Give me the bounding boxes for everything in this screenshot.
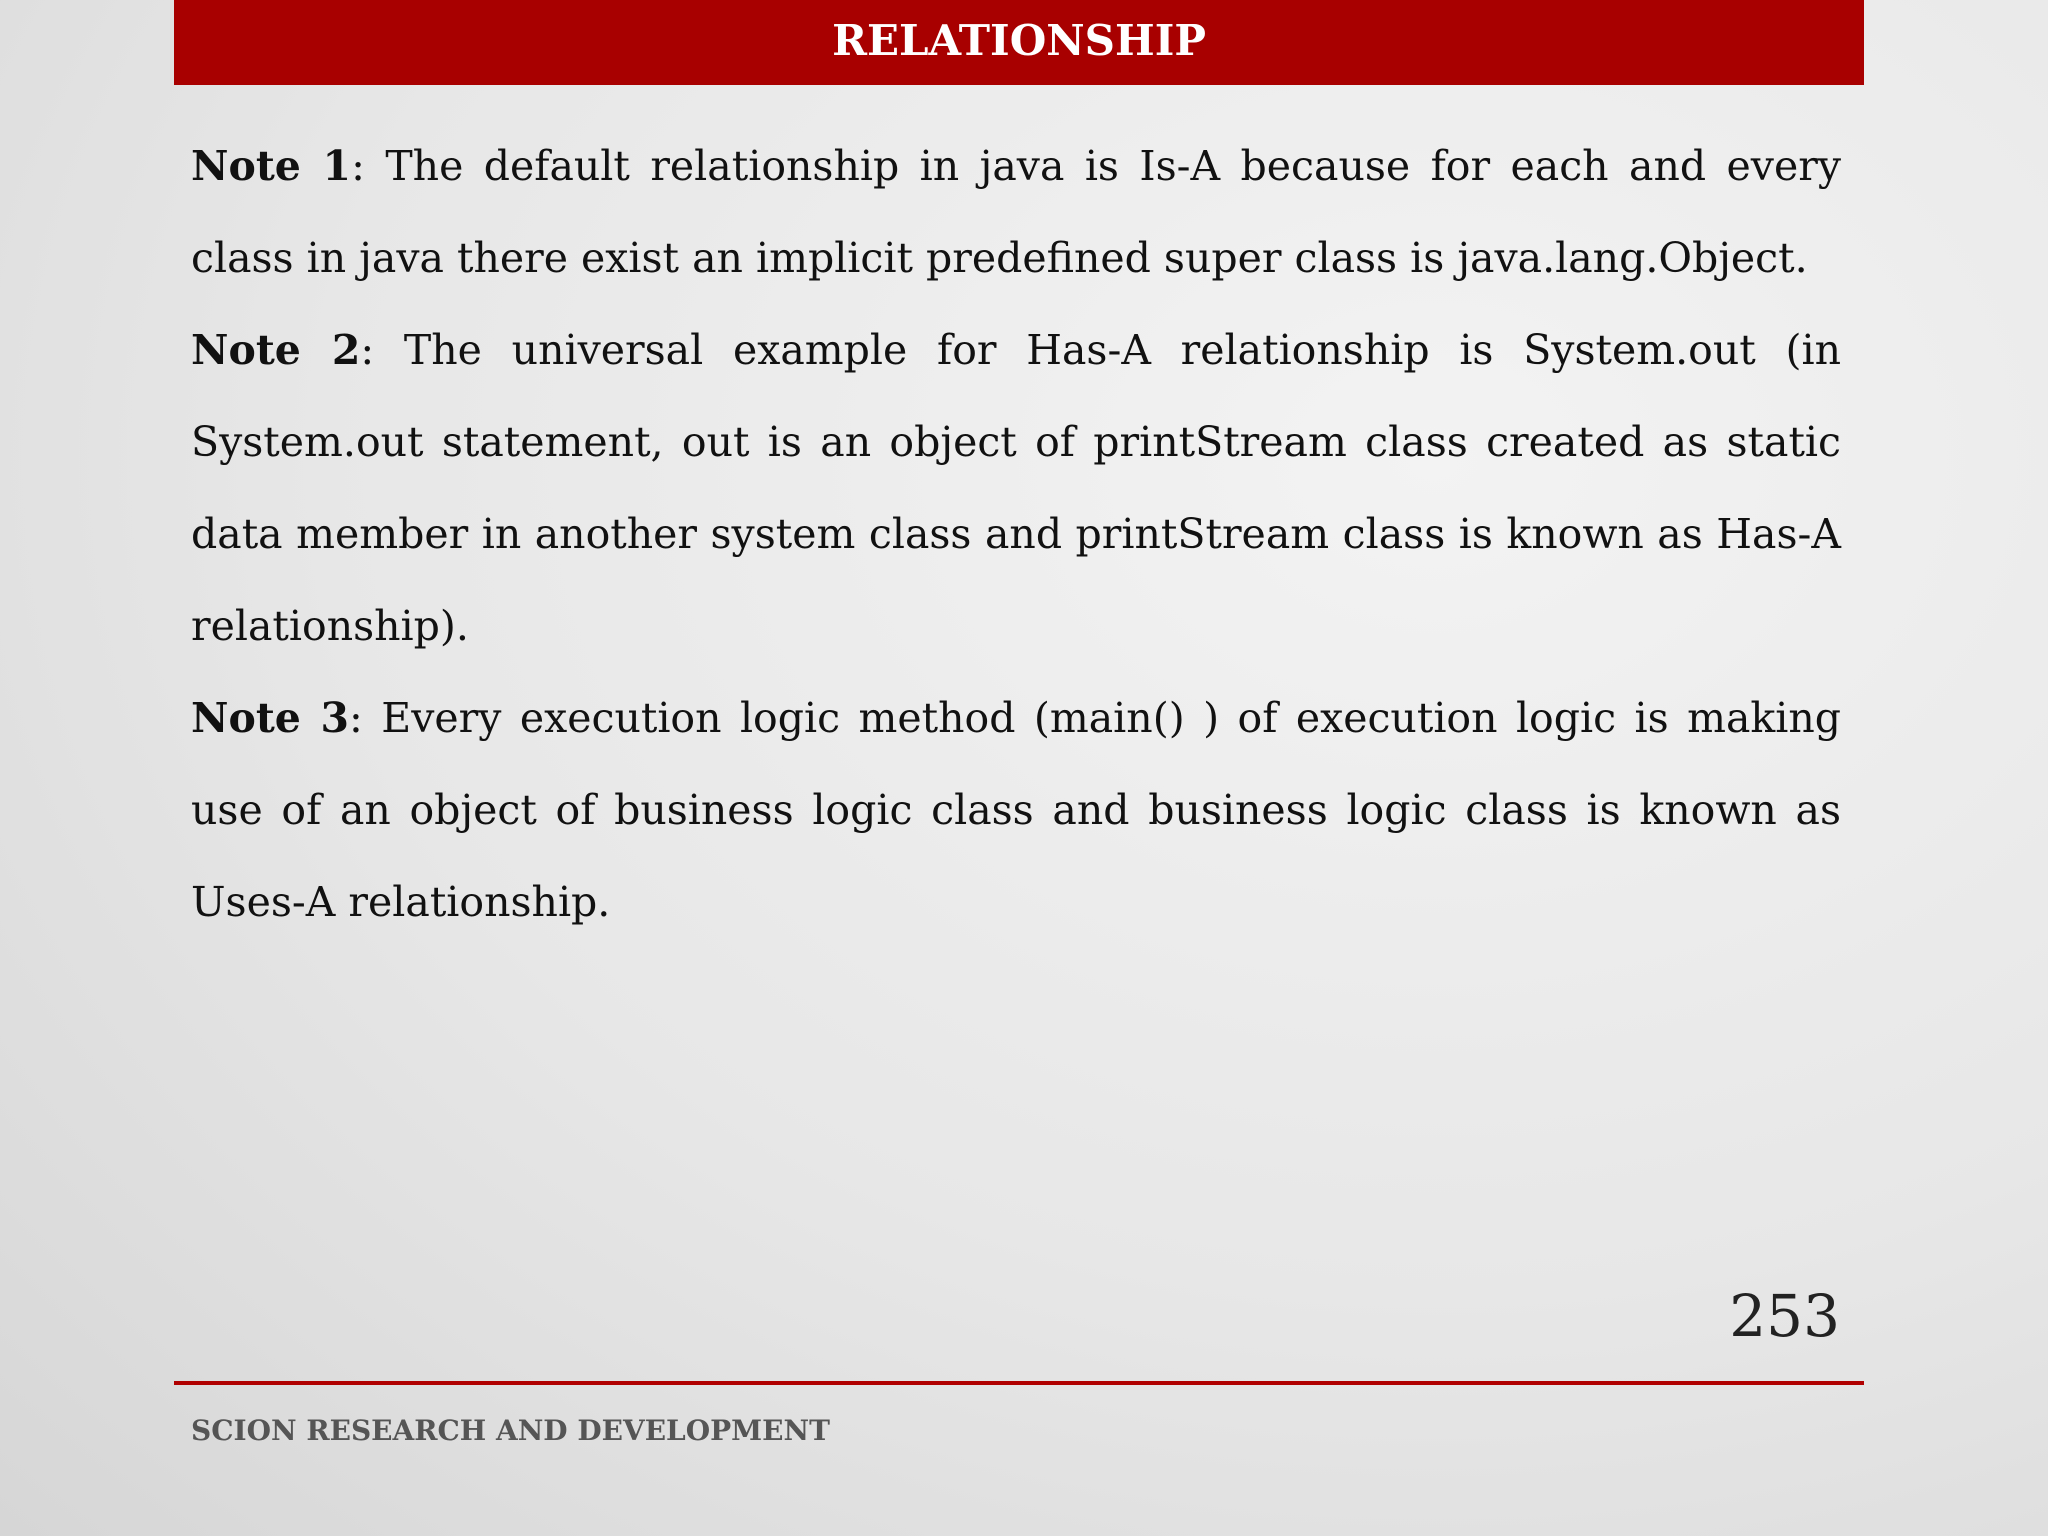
note-1 (191, 120, 1841, 304)
note-3 (191, 672, 1841, 948)
note-1-label: Note 1 (191, 142, 352, 190)
note-2-label: Note 2 (191, 326, 361, 374)
footer-divider (174, 1381, 1864, 1385)
note-3-text: : Every execution logic method (main() ) of execution logic is making use of an object of business logic class and business logic class is known as Uses-A relationship. (191, 694, 1841, 926)
title-bar (174, 0, 1864, 85)
slide-content (191, 120, 1841, 948)
page-number: 253 (1729, 1282, 1840, 1350)
note-1-text: : The default relationship in java is Is-A because for each and every class in java there exist an implicit predefined super class is java.lang.Object. (191, 142, 1841, 282)
note-2-text: : The universal example for Has-A relationship is System.out (in System.out statement, out is an object of printStream class created as static data member in another system class and printStream class is known as Has-A relationship). (191, 326, 1841, 650)
note-3-label: Note 3 (191, 694, 350, 742)
footer-organization: SCION RESEARCH AND DEVELOPMENT (191, 1414, 830, 1447)
slide-title: RELATIONSHIP (832, 16, 1206, 65)
note-2 (191, 304, 1841, 672)
